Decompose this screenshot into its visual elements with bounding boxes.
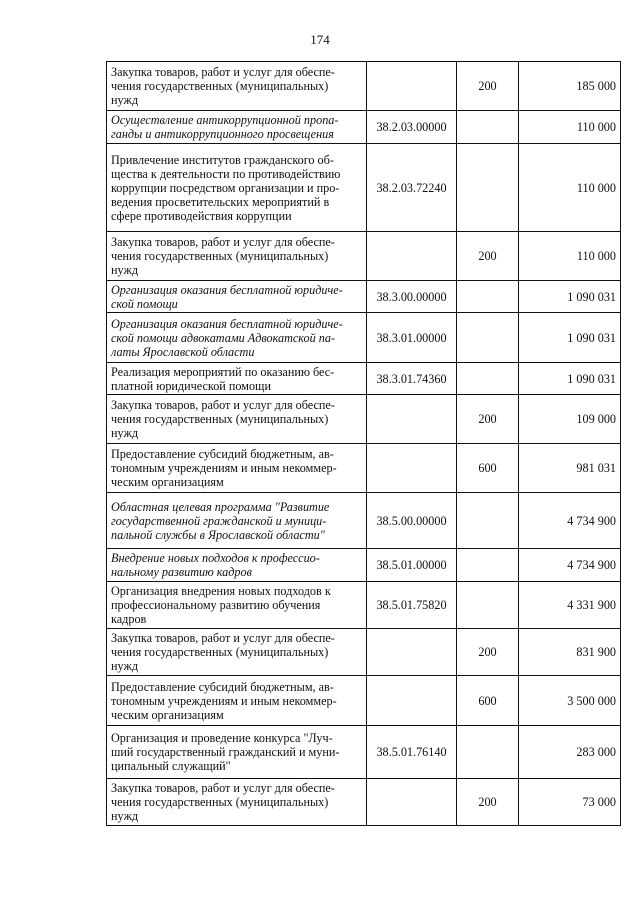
row-expense-type — [457, 549, 519, 582]
row-expense-type — [457, 493, 519, 549]
row-description: Осуществление антикоррупционной пропа- ганды и антикоррупционного просвещения — [107, 111, 367, 144]
row-amount: 283 000 — [519, 726, 621, 779]
row-program-code: 38.2.03.72240 — [367, 144, 457, 232]
row-amount: 831 900 — [519, 629, 621, 676]
row-program-code: 38.5.00.00000 — [367, 493, 457, 549]
row-program-code: 38.3.01.00000 — [367, 313, 457, 363]
row-description: Закупка товаров, работ и услуг для обеспе- чения государственных (муниципальных) нужд — [107, 62, 367, 111]
row-program-code: 38.5.01.00000 — [367, 549, 457, 582]
table-row — [107, 444, 621, 493]
table-row — [107, 111, 621, 144]
row-amount: 110 000 — [519, 144, 621, 232]
row-expense-type — [457, 144, 519, 232]
row-description: Закупка товаров, работ и услуг для обеспе- чения государственных (муниципальных) нужд — [107, 779, 367, 826]
row-amount: 1 090 031 — [519, 313, 621, 363]
row-amount: 109 000 — [519, 395, 621, 444]
row-amount: 110 000 — [519, 232, 621, 281]
row-expense-type — [457, 111, 519, 144]
table-row — [107, 62, 621, 111]
row-description: Внедрение новых подходов к профессио- нальному развитию кадров — [107, 549, 367, 582]
row-expense-type: 200 — [457, 395, 519, 444]
table-row — [107, 232, 621, 281]
row-expense-type: 600 — [457, 444, 519, 493]
table-row — [107, 582, 621, 629]
table-row — [107, 281, 621, 313]
table-row — [107, 363, 621, 395]
row-program-code — [367, 395, 457, 444]
row-description: Областная целевая программа "Развитие государственной гражданской и муници- пальной службы в Ярославской области" — [107, 493, 367, 549]
row-description: Предоставление субсидий бюджетным, ав- тономным учреждениям и иным некоммер- ческим организациям — [107, 444, 367, 493]
row-amount: 185 000 — [519, 62, 621, 111]
row-program-code — [367, 779, 457, 826]
table-row — [107, 144, 621, 232]
row-description: Закупка товаров, работ и услуг для обеспе- чения государственных (муниципальных) нужд — [107, 629, 367, 676]
row-expense-type: 600 — [457, 676, 519, 726]
row-program-code — [367, 444, 457, 493]
row-expense-type — [457, 313, 519, 363]
row-amount: 3 500 000 — [519, 676, 621, 726]
row-amount: 1 090 031 — [519, 363, 621, 395]
table-row — [107, 493, 621, 549]
page-number: 174 — [310, 32, 330, 47]
row-expense-type: 200 — [457, 779, 519, 826]
row-amount: 981 031 — [519, 444, 621, 493]
row-description: Организация оказания бесплатной юридиче- ской помощи — [107, 281, 367, 313]
row-description: Организация оказания бесплатной юридиче- ской помощи адвокатами Адвокатской па- латы Ярославской области — [107, 313, 367, 363]
table-row — [107, 676, 621, 726]
row-amount: 4 734 900 — [519, 549, 621, 582]
row-amount: 4 331 900 — [519, 582, 621, 629]
row-description: Предоставление субсидий бюджетным, ав- тономным учреждениям и иным некоммер- ческим организациям — [107, 676, 367, 726]
row-amount: 73 000 — [519, 779, 621, 826]
row-expense-type — [457, 281, 519, 313]
row-description: Привлечение институтов гражданского об- щества к деятельности по противодействию коррупции посредством организации и про- ведения просветительских мероприятий в сфере противодействия коррупции — [107, 144, 367, 232]
row-expense-type: 200 — [457, 629, 519, 676]
row-program-code: 38.3.00.00000 — [367, 281, 457, 313]
table-row — [107, 313, 621, 363]
row-program-code: 38.2.03.00000 — [367, 111, 457, 144]
row-description: Организация и проведение конкурса "Луч- ший государственный гражданский и муни- ципальный служащий" — [107, 726, 367, 779]
row-program-code: 38.5.01.75820 — [367, 582, 457, 629]
budget-table — [106, 61, 621, 826]
table-row — [107, 726, 621, 779]
row-program-code — [367, 629, 457, 676]
row-amount: 1 090 031 — [519, 281, 621, 313]
table-row — [107, 549, 621, 582]
row-expense-type — [457, 582, 519, 629]
row-program-code: 38.3.01.74360 — [367, 363, 457, 395]
row-program-code — [367, 62, 457, 111]
row-program-code — [367, 232, 457, 281]
row-expense-type — [457, 363, 519, 395]
row-expense-type — [457, 726, 519, 779]
row-description: Закупка товаров, работ и услуг для обеспе- чения государственных (муниципальных) нужд — [107, 395, 367, 444]
table-row — [107, 395, 621, 444]
row-description: Реализация мероприятий по оказанию бес- платной юридической помощи — [107, 363, 367, 395]
budget-table-body — [107, 62, 621, 826]
row-amount: 110 000 — [519, 111, 621, 144]
row-expense-type: 200 — [457, 232, 519, 281]
row-description: Организация внедрения новых подходов к профессиональному развитию обучения кадров — [107, 582, 367, 629]
row-amount: 4 734 900 — [519, 493, 621, 549]
table-row — [107, 779, 621, 826]
row-program-code: 38.5.01.76140 — [367, 726, 457, 779]
row-description: Закупка товаров, работ и услуг для обеспе- чения государственных (муниципальных) нужд — [107, 232, 367, 281]
table-row — [107, 629, 621, 676]
row-program-code — [367, 676, 457, 726]
row-expense-type: 200 — [457, 62, 519, 111]
